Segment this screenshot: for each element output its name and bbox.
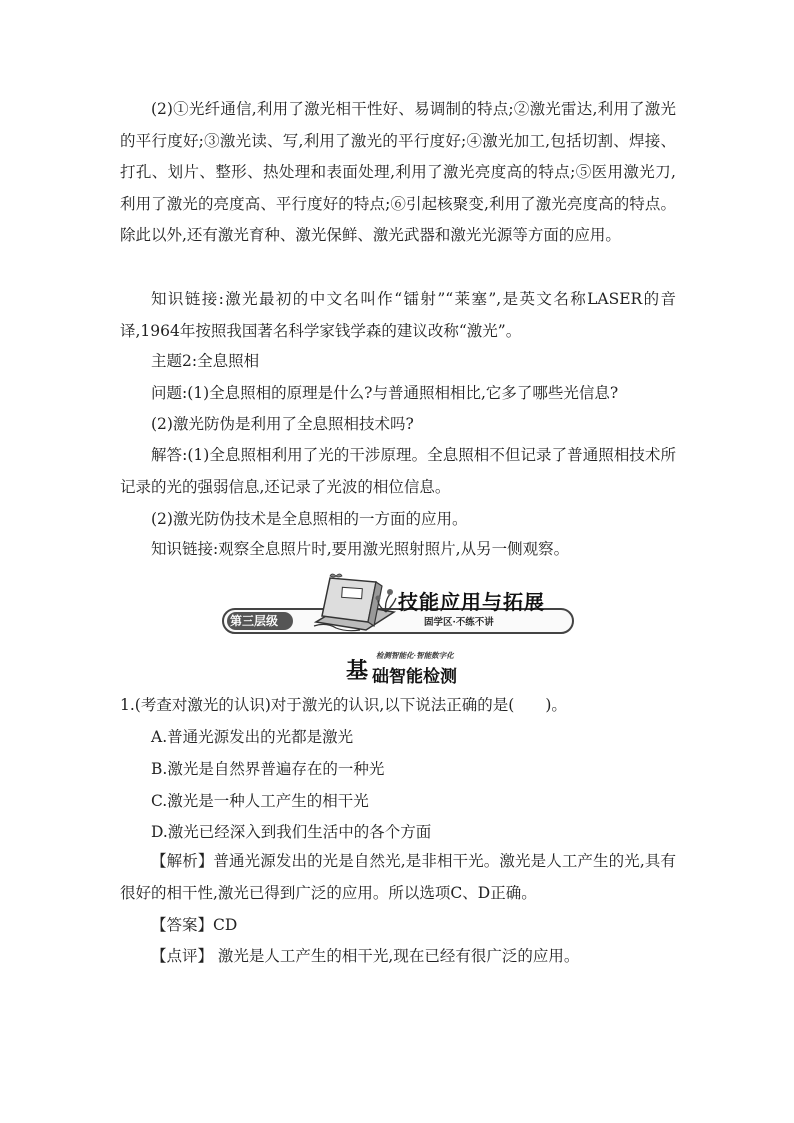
- book-plant-icon: [306, 572, 398, 636]
- option-b: B.激光是自然界普遍存在的一种光: [151, 760, 385, 778]
- analysis-paragraph: 【解析】普通光源发出的光是自然光,是非相干光。激光是人工产生的光,具有很好的相干性,激光已得到广泛的应用。所以选项C、D正确。: [120, 852, 676, 902]
- exercise-question: 1.(考查对激光的认识)对于激光的认识,以下说法正确的是( )。: [120, 696, 567, 714]
- answer-2: (2)激光防伪技术是全息照相的一方面的应用。: [151, 510, 468, 528]
- knowledge-link-laser-name: 知识链接:激光最初的中文名叫作“镭射”“莱塞”,是英文名称LASER的音译,1964年按照我国著名科学家钱学森的建议改称“激光”。: [120, 290, 676, 340]
- laser-applications-paragraph: (2)①光纤通信,利用了激光相干性好、易调制的特点;②激光雷达,利用了激光的平行度好;③激光读、写,利用了激光的平行度好;④激光加工,包括切割、焊接、打孔、划片、整形、热处理和表面处理,利用了激光亮度高的特点;⑤医用激光刀,利用了激光的亮度高、平行度好的特点;⑥引起核聚变,利用了激光亮度高的特点。除此以外,还有激光育种、激光保鲜、激光武器和激光光源等方面的应用。: [120, 100, 676, 244]
- answer-line: 【答案】CD: [151, 916, 238, 934]
- answer-1: 解答:(1)全息照相利用了光的干涉原理。全息照相不但记录了普通照相技术所记录的光的强弱信息,还记录了光波的相位信息。: [120, 446, 676, 496]
- subsection-header: [346, 650, 476, 687]
- section-banner: [222, 568, 572, 686]
- banner-motto: 固学区·不练不讲: [424, 617, 494, 628]
- option-d: D.激光已经深入到我们生活中的各个方面: [151, 823, 432, 841]
- knowledge-link-hologram: 知识链接:观察全息照片时,要用激光照射照片,从另一侧观察。: [151, 540, 570, 558]
- option-c: C.激光是一种人工产生的相干光: [151, 792, 369, 810]
- subsection-first-char: 基: [346, 659, 369, 684]
- question-1: 问题:(1)全息照相的原理是什么?与普通照相相比,它多了哪些光信息?: [151, 384, 619, 402]
- topic-2-heading: 主题2:全息照相: [151, 352, 260, 370]
- banner-level-label: 第三层级: [230, 614, 279, 628]
- banner-title: 技能应用与拓展: [398, 590, 545, 614]
- subsection-title: 础智能检测: [372, 667, 457, 687]
- option-a: A.普通光源发出的光都是激光: [151, 728, 354, 746]
- subsection-tagline: 检测智能化·智能数字化: [376, 651, 454, 660]
- question-2: (2)激光防伪是利用了全息照相技术吗?: [151, 415, 414, 433]
- comment-line: 【点评】 激光是人工产生的相干光,现在已经有很广泛的应用。: [151, 947, 580, 965]
